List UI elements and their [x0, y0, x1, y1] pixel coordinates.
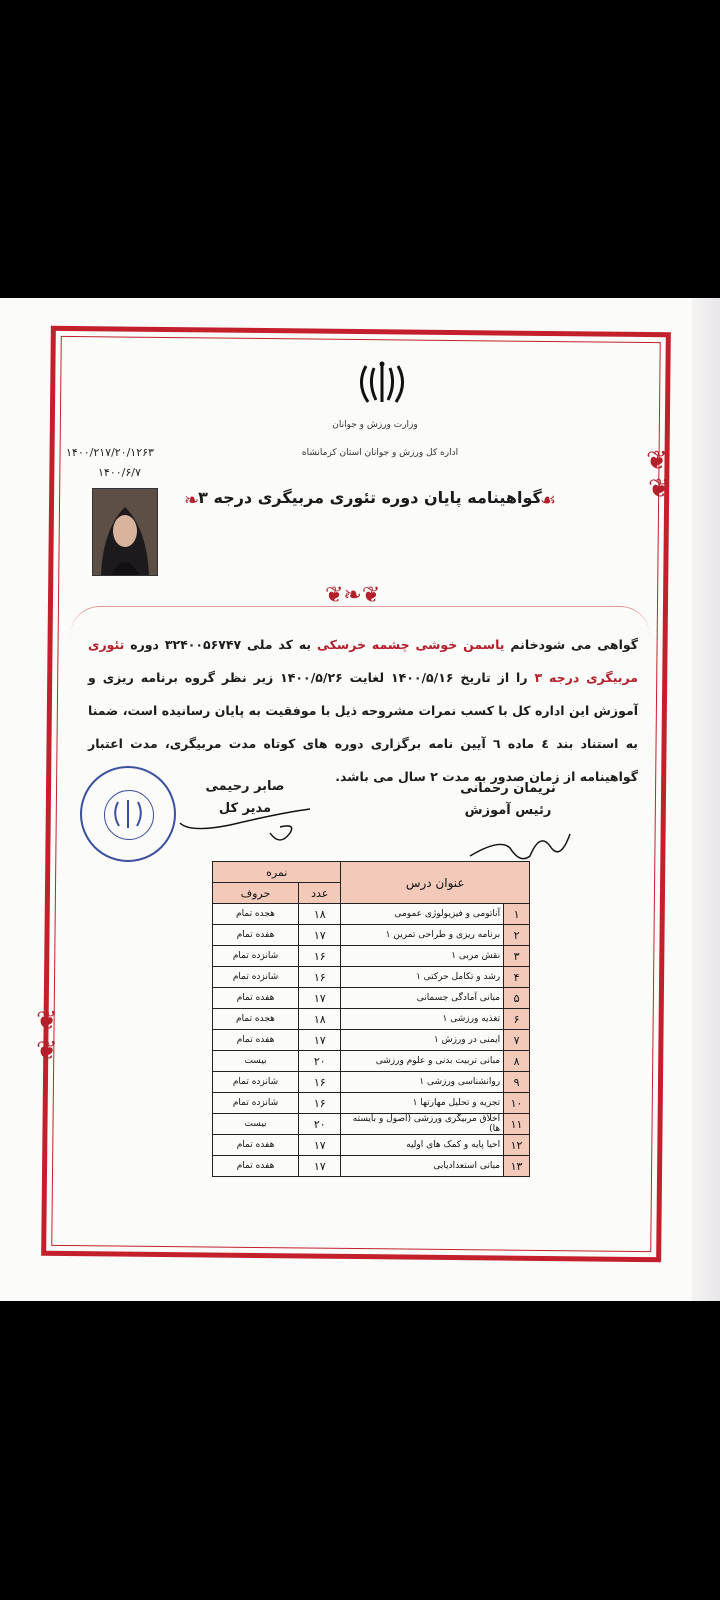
row-index: ۹	[504, 1072, 530, 1093]
course-name: تئوری مربیگری درجه ۳	[88, 637, 639, 685]
table-row	[213, 904, 530, 925]
row-course: احیا پایه و کمک های اولیه	[341, 1135, 504, 1156]
signature-training-head	[448, 778, 568, 822]
header-course-title: عنوان درس	[341, 862, 530, 904]
row-index: ۲	[504, 925, 530, 946]
body-national-id: به کد ملی ۳۲۴۰۰۵۶۷۴۷ دوره	[130, 637, 312, 652]
row-grade-words: هجده تمام	[213, 1009, 299, 1030]
divider-ornament: ❦❧❦	[325, 583, 381, 608]
row-index: ۱۰	[504, 1093, 530, 1114]
row-index: ۵	[504, 988, 530, 1009]
table-row	[213, 1135, 530, 1156]
official-stamp	[80, 766, 176, 862]
row-grade-number: ۱۸	[299, 1009, 341, 1030]
row-index: ۴	[504, 967, 530, 988]
ornament-right-top-2: ❦	[648, 474, 670, 504]
reference-number: ۱۴۰۰/۲۱۷/۲۰/۱۲۶۳	[66, 446, 154, 459]
office-name: اداره کل ورزش و جوانان استان کرمانشاه	[301, 448, 459, 458]
signer-role-left: مدیر کل	[218, 801, 272, 816]
ornament-left-bottom-2: ❦	[36, 1036, 58, 1066]
row-grade-number: ۲۰	[299, 1114, 341, 1135]
certificate-title: گواهینامه پایان دوره تئوری مربیگری درجه ۳	[198, 488, 542, 507]
row-grade-number: ۱۷	[299, 988, 341, 1009]
iran-emblem-icon	[352, 358, 412, 408]
row-index: ۶	[504, 1009, 530, 1030]
row-course: روانشناسی ورزشی ۱	[341, 1072, 504, 1093]
row-grade-words: هفده تمام	[213, 1030, 299, 1051]
row-grade-number: ۱۶	[299, 1072, 341, 1093]
row-course: آناتومی و فیزیولوژی عمومی	[341, 904, 504, 925]
table-row	[213, 1009, 530, 1030]
body-details: را از تاریخ ۱۴۰۰/۵/۱۶ لغایت ۱۴۰۰/۵/۲۶ زیر نظر گروه برنامه ریزی و آموزش این اداره کل با کسب نمرات مشروحه ذیل با موفقیت به پایان رسانیده است، ضمنا به استناد بند ٤ ماده ٦ آیین نامه برگزاری دوره های کوتاه مدت مربیگری، مدت اعتبار گواهینامه از زمان صدور به مدت ۲ سال می باشد.	[88, 670, 638, 784]
row-grade-words: هفده تمام	[213, 925, 299, 946]
row-course: مبانی تربیت بدنی و علوم ورزشی	[341, 1051, 504, 1072]
reference-date: ۱۴۰۰/۶/۷	[98, 466, 141, 479]
grades-table-body	[213, 904, 530, 1177]
row-grade-number: ۱۷	[299, 1135, 341, 1156]
table-row	[213, 967, 530, 988]
row-grade-words: هفده تمام	[213, 1135, 299, 1156]
row-course: مبانی آمادگی جسمانی	[341, 988, 504, 1009]
row-grade-number: ۱۶	[299, 946, 341, 967]
row-course: رشد و تکامل حرکتی ۱	[341, 967, 504, 988]
row-index: ۱	[504, 904, 530, 925]
signer-name-right: نریمان رحمانی	[460, 781, 556, 796]
row-grade-words: شانزده تمام	[213, 1093, 299, 1114]
row-index: ۱۲	[504, 1135, 530, 1156]
row-index: ۱۱	[504, 1114, 530, 1135]
header-grade: نمره	[213, 862, 341, 883]
signature-scribble-right	[460, 826, 580, 866]
table-row	[213, 1051, 530, 1072]
table-row	[213, 1030, 530, 1051]
row-grade-number: ۱۶	[299, 967, 341, 988]
title-ornament-right: ☙	[540, 490, 557, 511]
stamp-emblem-icon	[82, 768, 174, 860]
grades-table	[212, 861, 530, 1177]
row-grade-number: ۱۸	[299, 904, 341, 925]
ornament-left-bottom: ❦	[36, 1006, 58, 1036]
row-grade-words: شانزده تمام	[213, 1072, 299, 1093]
certificate-paper	[0, 298, 720, 1301]
row-grade-words: هجده تمام	[213, 904, 299, 925]
row-grade-words: بیست	[213, 1114, 299, 1135]
row-grade-number: ۲۰	[299, 1051, 341, 1072]
signer-name-left: صابر رحیمی	[205, 779, 285, 794]
portrait-photo	[92, 488, 158, 576]
row-index: ۱۳	[504, 1156, 530, 1177]
table-row	[213, 1114, 530, 1135]
row-grade-words: شانزده تمام	[213, 967, 299, 988]
row-grade-words: بیست	[213, 1051, 299, 1072]
table-row	[213, 1093, 530, 1114]
title-ornament-left: ❧	[184, 490, 200, 511]
portrait-icon	[93, 489, 157, 575]
row-index: ۳	[504, 946, 530, 967]
row-course: ایمنی در ورزش ۱	[341, 1030, 504, 1051]
table-row	[213, 1072, 530, 1093]
row-grade-words: شانزده تمام	[213, 946, 299, 967]
holder-name: یاسمن خوشی چشمه خرسکی	[317, 637, 505, 652]
body-intro: گواهی می شودخانم	[510, 637, 638, 652]
header-grade-words: حروف	[213, 883, 299, 904]
row-grade-number: ۱۷	[299, 925, 341, 946]
row-course: نقش مربی ۱	[341, 946, 504, 967]
row-course: مبانی استعدادیابی	[341, 1156, 504, 1177]
row-grade-number: ۱۷	[299, 1030, 341, 1051]
signature-scribble-left	[170, 803, 320, 853]
table-row	[213, 946, 530, 967]
header-grade-number: عدد	[299, 883, 341, 904]
row-index: ۷	[504, 1030, 530, 1051]
row-course: تجزیه و تحلیل مهارتها ۱	[341, 1093, 504, 1114]
row-grade-words: هفده تمام	[213, 1156, 299, 1177]
row-grade-words: هفده تمام	[213, 988, 299, 1009]
row-index: ۸	[504, 1051, 530, 1072]
row-course: اخلاق مربیگری ورزشی (اصول و بایسته ها)	[341, 1114, 504, 1135]
row-course: تغذیه ورزشی ۱	[341, 1009, 504, 1030]
ministry-name: وزارت ورزش و جوانان	[332, 420, 418, 430]
row-course: برنامه ریزی و طراحی تمرین ۱	[341, 925, 504, 946]
row-grade-number: ۱۷	[299, 1156, 341, 1177]
table-row	[213, 988, 530, 1009]
table-row	[213, 925, 530, 946]
table-row	[213, 1156, 530, 1177]
row-grade-number: ۱۶	[299, 1093, 341, 1114]
signer-role-right: رئیس آموزش	[464, 803, 552, 818]
ornament-right-top: ❦	[646, 446, 668, 476]
